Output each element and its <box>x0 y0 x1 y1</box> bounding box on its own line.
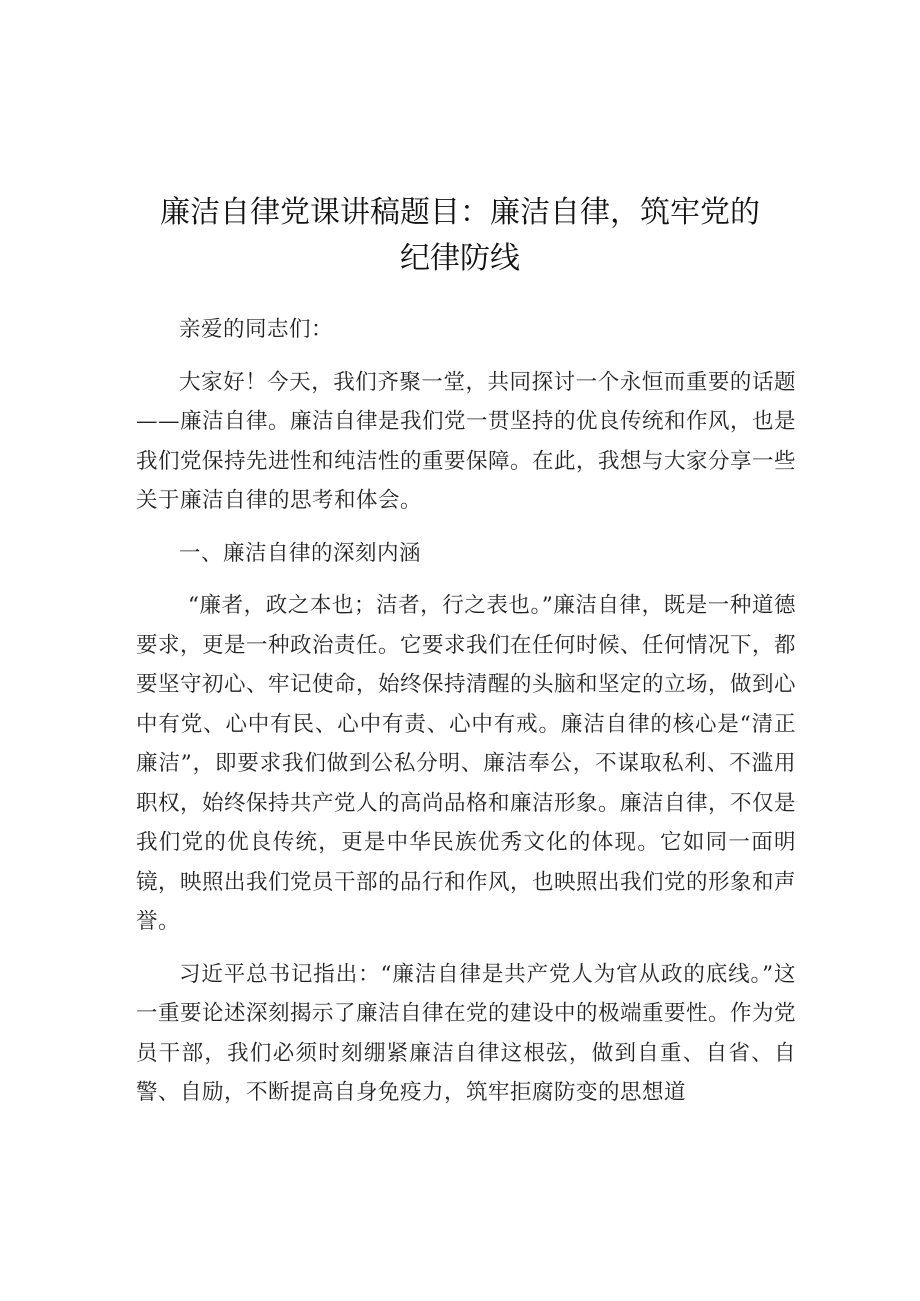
salutation: 亲爱的同志们： <box>179 317 334 342</box>
document-title <box>0 190 920 282</box>
title-line-1: 廉洁自律党课讲稿题目：廉洁自律，筑牢党的 <box>160 195 760 230</box>
title-line-2: 纪律防线 <box>400 241 520 276</box>
paragraph-meaning: “廉者，政之本也；洁者，行之表也。”廉洁自律，既是一种道德要求，更是一种政治责任。它要求我们在任何时候、任何情况下，都要坚守初心、牢记使命，始终保持清醒的头脑和坚定的立场，做到心中有党、心中有民、心中有责、心中有戒。廉洁自律的核心是“清正廉洁”，即要求我们做到公私分明、廉洁奉公，不谋取私利、不滥用职权，始终保持共产党人的高尚品格和廉洁形象。廉洁自律，不仅是我们党的优良传统，更是中华民族优秀文化的体现。它如同一面明镜，映照出我们党员干部的品行和作风，也映照出我们党的形象和声誉。 <box>136 593 797 934</box>
paragraph-intro: 大家好！今天，我们齐聚一堂，共同探讨一个永恒而重要的话题——廉洁自律。廉洁自律是我们党一贯坚持的优良传统和作风，也是我们党保持先进性和纯洁性的重要保障。在此，我想与大家分享一些关于廉洁自律的思考和体会。 <box>136 369 797 513</box>
paragraph-quote: 习近平总书记指出：“廉洁自律是共产党人为官从政的底线。”这一重要论述深刻揭示了廉洁自律在党的建设中的极端重要性。作为党员干部，我们必须时刻绷紧廉洁自律这根弦，做到自重、自省、自警、自励，不断提高自身免疫力，筑牢拒腐防变的思想道 <box>136 961 797 1105</box>
document-body <box>136 310 796 1113</box>
section-heading: 一、廉洁自律的深刻内涵 <box>179 540 422 566</box>
